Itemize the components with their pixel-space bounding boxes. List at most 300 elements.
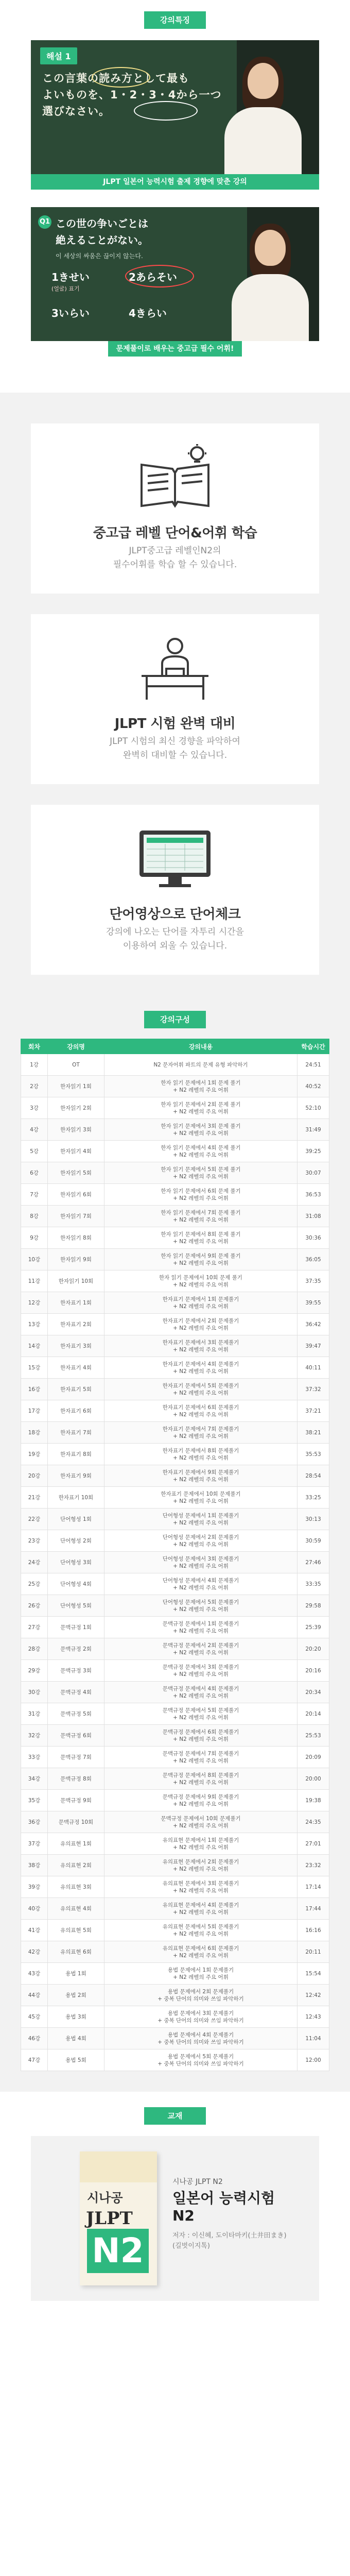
row-content-line: + N2 레벨의 주요 어휘: [173, 1909, 229, 1916]
row-episode: 46강: [21, 2028, 48, 2049]
row-chapter: OT: [48, 1054, 104, 1076]
row-episode: 39강: [21, 1876, 48, 1898]
row-episode: 34강: [21, 1768, 48, 1790]
chalk-line-2: よいものを、1・2・3・4から一つ: [42, 89, 222, 101]
row-content-line: 한자 읽기 문제에서 6회 문제 풀기: [161, 1188, 241, 1194]
row-content: [104, 1314, 297, 1335]
row-chapter: 단어형성 1회: [48, 1509, 104, 1530]
row-chapter: 단어형성 4회: [48, 1573, 104, 1595]
book-lightbulb-icon: [136, 444, 214, 511]
book-title: [172, 2190, 306, 2225]
row-time: 12:00: [297, 2049, 329, 2071]
row-episode: 36강: [21, 1811, 48, 1833]
curriculum-row: [21, 1963, 329, 1985]
row-chapter: 한자표기 4회: [48, 1357, 104, 1379]
row-content-line: 용법 문제에서 5회 문제풀기: [167, 2053, 234, 2060]
book-author: 저자 : 이신혜, 도이타마키(土井田まき): [172, 2232, 287, 2240]
row-chapter: 유의표현 6회: [48, 1941, 104, 1963]
row-episode: 33강: [21, 1747, 48, 1768]
row-episode: 45강: [21, 2006, 48, 2028]
row-chapter: 문맥규정 2회: [48, 1638, 104, 1660]
row-episode: 19강: [21, 1444, 48, 1465]
curriculum-row: [21, 1444, 329, 1465]
curriculum-row: [21, 1660, 329, 1682]
row-chapter: 유의표현 1회: [48, 1833, 104, 1855]
curriculum-row: [21, 1573, 329, 1595]
row-episode: 22강: [21, 1509, 48, 1530]
row-time: 17:14: [297, 1876, 329, 1898]
cover-brand: 시나공: [87, 2191, 123, 2205]
row-content-line: 한자표기 문제에서 7회 문제풀기: [162, 1426, 239, 1432]
row-time: 17:44: [297, 1898, 329, 1920]
row-time: 35:53: [297, 1444, 329, 1465]
row-time: 24:35: [297, 1811, 329, 1833]
curriculum-row: [21, 1617, 329, 1638]
row-episode: 21강: [21, 1487, 48, 1509]
card-desc-line: 완벽히 대비할 수 있습니다.: [122, 750, 227, 760]
row-episode: 11강: [21, 1270, 48, 1292]
row-time: 11:04: [297, 2028, 329, 2049]
row-chapter: 문맥규정 10회: [48, 1811, 104, 1833]
curriculum-row: [21, 1790, 329, 1811]
row-time: 31:08: [297, 1206, 329, 1227]
row-episode: 16강: [21, 1379, 48, 1400]
row-episode: 2강: [21, 1076, 48, 1097]
row-content: [104, 1552, 297, 1573]
row-time: 20:16: [297, 1660, 329, 1682]
row-content-line: + N2 레벨의 주요 어휘: [173, 1844, 229, 1851]
row-time: 39:25: [297, 1141, 329, 1162]
row-content: [104, 1898, 297, 1920]
row-chapter: 한자읽기 8회: [48, 1227, 104, 1249]
row-content: [104, 1682, 297, 1703]
row-episode: 30강: [21, 1682, 48, 1703]
row-episode: 8강: [21, 1206, 48, 1227]
row-content-line: 한자 읽기 문제에서 9회 문제 풀기: [161, 1252, 241, 1259]
card-title: 중고급 레벨 단어&어휘 학습: [93, 526, 257, 541]
curriculum-row: [21, 1941, 329, 1963]
chalk-circle-mark: [92, 67, 150, 88]
row-content-line: 한자표기 문제에서 2회 문제풀기: [162, 1317, 239, 1324]
cover-level: N2: [87, 2229, 149, 2273]
row-content-line: + N2 레벨의 주요 어휘: [173, 1887, 229, 1894]
row-content-line: 한자 읽기 문제에서 10회 문제 풀기: [159, 1274, 242, 1281]
row-chapter: 한자읽기 1회: [48, 1076, 104, 1097]
row-content: [104, 2028, 297, 2049]
curriculum-row: [21, 1552, 329, 1573]
row-content-line: + N2 레벨의 주요 어휘: [173, 1519, 229, 1526]
row-content: [104, 2006, 297, 2028]
row-content-line: 한자표기 문제에서 1회 문제풀기: [162, 1296, 239, 1302]
row-content: [104, 2049, 297, 2071]
row-content-line: + 중복 단어의 의미와 쓰임 파악하기: [157, 2060, 244, 2067]
row-chapter: 유의표현 5회: [48, 1920, 104, 1941]
row-episode: 4강: [21, 1119, 48, 1141]
feature-video-2: [31, 207, 319, 357]
option-1-hint: (얼굴) 표기: [51, 285, 80, 292]
row-time: 25:53: [297, 1725, 329, 1747]
row-content: [104, 1963, 297, 1985]
row-content: [104, 1855, 297, 1876]
row-content: [104, 1509, 297, 1530]
row-time: 40:52: [297, 1076, 329, 1097]
row-chapter: 한자읽기 9회: [48, 1249, 104, 1270]
curriculum-section: [0, 1006, 350, 2092]
option-3: 3いらい: [51, 307, 90, 319]
row-content-line: 문맥규정 문제에서 2회 문제풀기: [162, 1642, 239, 1649]
curriculum-row: [21, 1141, 329, 1162]
curriculum-row: [21, 1833, 329, 1855]
curriculum-row: [21, 1898, 329, 1920]
row-content-line: + N2 레벨의 주요 어휘: [173, 1108, 229, 1115]
card-desc-line: JLPT 시험의 최신 경향을 파악하여: [110, 736, 240, 747]
row-content-line: 단어형성 문제에서 3회 문제풀기: [162, 1555, 239, 1562]
row-time: 23:32: [297, 1855, 329, 1876]
row-content-line: + N2 레벨의 주요 어휘: [173, 1325, 229, 1331]
row-time: 30:36: [297, 1227, 329, 1249]
row-chapter: 문맥규정 1회: [48, 1617, 104, 1638]
curriculum-row: [21, 1682, 329, 1703]
row-chapter: 문맥규정 7회: [48, 1747, 104, 1768]
row-episode: 43강: [21, 1963, 48, 1985]
row-chapter: 문맥규정 4회: [48, 1682, 104, 1703]
row-chapter: 한자표기 10회: [48, 1487, 104, 1509]
row-time: 20:34: [297, 1682, 329, 1703]
card-description: [31, 735, 319, 762]
row-content-line: 문맥규정 문제에서 1회 문제풀기: [162, 1620, 239, 1627]
row-content-line: + N2 레벨의 주요 어휘: [173, 1238, 229, 1245]
row-time: 33:25: [297, 1487, 329, 1509]
curriculum-row: [21, 1768, 329, 1790]
row-time: 20:20: [297, 1638, 329, 1660]
row-time: 20:09: [297, 1747, 329, 1768]
row-content: [104, 1638, 297, 1660]
row-chapter: 문맥규정 3회: [48, 1660, 104, 1682]
row-chapter: 한자읽기 6회: [48, 1184, 104, 1206]
row-chapter: 단어형성 2회: [48, 1530, 104, 1552]
row-content-line: 용법 문제에서 4회 문제풀기: [167, 2031, 234, 2038]
row-chapter: 한자표기 5회: [48, 1379, 104, 1400]
row-content: [104, 1530, 297, 1552]
row-time: 30:07: [297, 1162, 329, 1184]
row-episode: 26강: [21, 1595, 48, 1617]
row-episode: 7강: [21, 1184, 48, 1206]
row-time: 20:00: [297, 1768, 329, 1790]
row-content-line: 문맥규정 문제에서 3회 문제풀기: [162, 1664, 239, 1670]
row-content-line: + N2 레벨의 주요 어휘: [173, 1303, 229, 1310]
row-chapter: 용법 2회: [48, 1985, 104, 2006]
row-content-line: + N2 레벨의 주요 어휘: [173, 1974, 229, 1980]
row-chapter: 유의표현 2회: [48, 1855, 104, 1876]
row-episode: 9강: [21, 1227, 48, 1249]
row-episode: 13강: [21, 1314, 48, 1335]
row-content: [104, 1162, 297, 1184]
row-time: 36:42: [297, 1314, 329, 1335]
row-content-line: 단어형성 문제에서 4회 문제풀기: [162, 1577, 239, 1584]
row-episode: 27강: [21, 1617, 48, 1638]
lecturer-figure: [226, 217, 314, 341]
card-title: JLPT 시험 완벽 대비: [114, 716, 236, 732]
row-content-line: 단어형성 문제에서 5회 문제풀기: [162, 1599, 239, 1605]
curriculum-row: [21, 1292, 329, 1314]
row-content: [104, 1617, 297, 1638]
row-episode: 25강: [21, 1573, 48, 1595]
row-content-line: + N2 레벨의 주요 어휘: [173, 1822, 229, 1829]
row-content: [104, 1422, 297, 1444]
curriculum-row: [21, 1379, 329, 1400]
question-translation: 이 세상의 싸움은 끊이지 않는다.: [56, 252, 143, 260]
row-time: 36:05: [297, 1249, 329, 1270]
row-content: [104, 1725, 297, 1747]
row-content: [104, 1444, 297, 1465]
row-content-line: + N2 레벨의 주요 어휘: [173, 1151, 229, 1158]
curriculum-row: [21, 1249, 329, 1270]
lecture-video-thumbnail[interactable]: [31, 40, 319, 174]
book-meta: [172, 2231, 306, 2251]
row-content: [104, 1379, 297, 1400]
row-content-line: + 중복 단어의 의미와 쓰임 파악하기: [157, 1995, 244, 2002]
row-time: 30:13: [297, 1509, 329, 1530]
feature-card-exam: [31, 614, 319, 784]
row-content: [104, 1876, 297, 1898]
curriculum-header-row: [21, 1039, 329, 1054]
row-content: [104, 1941, 297, 1963]
curriculum-row: [21, 1162, 329, 1184]
row-chapter: 한자읽기 10회: [48, 1270, 104, 1292]
lecture-video-thumbnail[interactable]: [31, 207, 319, 341]
card-description: [31, 544, 319, 572]
row-content-line: + N2 레벨의 주요 어휘: [173, 1801, 229, 1807]
question-line-1: この世の争いごとは: [56, 217, 148, 230]
row-content: [104, 1184, 297, 1206]
row-chapter: 한자읽기 7회: [48, 1206, 104, 1227]
row-chapter: 한자표기 8회: [48, 1444, 104, 1465]
feature-cards-section: [0, 393, 350, 1006]
feature-card-vocabulary: [31, 423, 319, 594]
curriculum-row: [21, 1227, 329, 1249]
feature-caption-2: 문제풀이로 배우는 중고급 필수 어휘!: [108, 341, 242, 357]
row-chapter: 단어형성 3회: [48, 1552, 104, 1573]
row-content: [104, 1400, 297, 1422]
row-episode: 6강: [21, 1162, 48, 1184]
row-content: [104, 1292, 297, 1314]
row-content-line: 한자표기 문제에서 6회 문제풀기: [162, 1404, 239, 1411]
explanation-tag: 해설 1: [40, 47, 77, 64]
row-content-line: + N2 레벨의 주요 어휘: [173, 1866, 229, 1872]
card-description: [31, 925, 319, 953]
row-content: [104, 1595, 297, 1617]
row-content-line: + N2 레벨의 주요 어휘: [173, 1130, 229, 1137]
curriculum-row: [21, 1747, 329, 1768]
row-content-line: + N2 레벨의 주요 어휘: [173, 1779, 229, 1786]
header-content: 강의내용: [104, 1039, 297, 1054]
row-chapter: 한자읽기 2회: [48, 1097, 104, 1119]
row-episode: 44강: [21, 1985, 48, 2006]
book-publisher: (길벗이지톡): [172, 2242, 210, 2250]
row-content-line: + N2 레벨의 주요 어휘: [173, 1476, 229, 1483]
row-content: [104, 1054, 297, 1076]
row-content: [104, 1465, 297, 1487]
row-time: 37:21: [297, 1400, 329, 1422]
card-title: 단어영상으로 단어체크: [109, 907, 241, 922]
row-content-line: 문맥규정 문제에서 9회 문제풀기: [162, 1793, 239, 1800]
row-content: [104, 1573, 297, 1595]
row-content: [104, 1097, 297, 1119]
row-time: 52:10: [297, 1097, 329, 1119]
row-content: [104, 1985, 297, 2006]
row-chapter: 한자표기 9회: [48, 1465, 104, 1487]
row-content-line: 문맥규정 문제에서 4회 문제풀기: [162, 1685, 239, 1692]
row-episode: 23강: [21, 1530, 48, 1552]
row-episode: 14강: [21, 1335, 48, 1357]
row-content-line: + N2 레벨의 주요 어휘: [173, 1736, 229, 1742]
row-chapter: 한자읽기 5회: [48, 1162, 104, 1184]
row-content-line: 유의표현 문제에서 3회 문제풀기: [162, 1880, 239, 1887]
chalk-line-1: この言葉の読み方として最も: [42, 72, 189, 84]
option-1: 1きせい: [51, 271, 90, 283]
row-content: [104, 1768, 297, 1790]
features-badge: 강의특징: [144, 11, 206, 29]
row-content-line: + 중복 단어의 의미와 쓰임 파악하기: [157, 2017, 244, 2024]
row-time: 20:11: [297, 1941, 329, 1963]
row-chapter: 용법 3회: [48, 2006, 104, 2028]
book-title-line: N2: [172, 2207, 195, 2224]
row-time: 30:59: [297, 1530, 329, 1552]
row-time: 15:54: [297, 1963, 329, 1985]
chalkboard: [31, 207, 247, 341]
curriculum-row: [21, 1119, 329, 1141]
curriculum-row: [21, 1314, 329, 1335]
curriculum-badge: 강의구성: [144, 1011, 206, 1028]
row-content: [104, 1335, 297, 1357]
chalkboard: [31, 40, 237, 174]
row-content: [104, 1660, 297, 1682]
row-chapter: 문맥규정 9회: [48, 1790, 104, 1811]
row-content-line: 문맥규정 문제에서 8회 문제풀기: [162, 1772, 239, 1778]
row-content: [104, 1920, 297, 1941]
features-section: [0, 0, 350, 393]
row-chapter: 한자표기 1회: [48, 1292, 104, 1314]
row-content: [104, 1141, 297, 1162]
row-episode: 29강: [21, 1660, 48, 1682]
row-chapter: 단어형성 5회: [48, 1595, 104, 1617]
header-time: 학습시간: [297, 1039, 329, 1054]
row-time: 25:39: [297, 1617, 329, 1638]
chalk-underline-mark: [134, 101, 198, 121]
row-time: 12:43: [297, 2006, 329, 2028]
row-episode: 37강: [21, 1833, 48, 1855]
row-time: 29:58: [297, 1595, 329, 1617]
monitor-video-icon: [136, 825, 214, 892]
curriculum-row: [21, 1920, 329, 1941]
curriculum-row: [21, 2006, 329, 2028]
row-content-line: 단어형성 문제에서 2회 문제풀기: [162, 1534, 239, 1540]
row-content: [104, 1206, 297, 1227]
curriculum-row: [21, 1400, 329, 1422]
row-content-line: + N2 레벨의 주요 어휘: [173, 1649, 229, 1656]
row-episode: 32강: [21, 1725, 48, 1747]
row-content-line: + N2 레벨의 주요 어휘: [173, 1628, 229, 1634]
card-desc-line: JLPT중고급 레벨인N2의: [129, 546, 221, 556]
curriculum-row: [21, 2049, 329, 2071]
row-chapter: 용법 1회: [48, 1963, 104, 1985]
row-content: [104, 1227, 297, 1249]
row-chapter: 한자표기 3회: [48, 1335, 104, 1357]
row-content-line: 한자표기 문제에서 5회 문제풀기: [162, 1382, 239, 1389]
row-content-line: + 중복 단어의 의미와 쓰임 파악하기: [157, 2039, 244, 2045]
row-content-line: 유의표현 문제에서 5회 문제풀기: [162, 1923, 239, 1930]
row-episode: 5강: [21, 1141, 48, 1162]
row-episode: 28강: [21, 1638, 48, 1660]
row-time: 38:21: [297, 1422, 329, 1444]
row-chapter: 용법 5회: [48, 2049, 104, 2071]
row-content-line: 한자 읽기 문제에서 7회 문제 풀기: [161, 1209, 241, 1216]
row-time: 37:35: [297, 1270, 329, 1292]
curriculum-row: [21, 1876, 329, 1898]
row-content-line: + N2 레벨의 주요 어휘: [173, 1216, 229, 1223]
row-episode: 12강: [21, 1292, 48, 1314]
row-episode: 17강: [21, 1400, 48, 1422]
row-time: 40:11: [297, 1357, 329, 1379]
row-content-line: + N2 레벨의 주요 어휘: [173, 1368, 229, 1375]
row-episode: 10강: [21, 1249, 48, 1270]
row-content: [104, 1811, 297, 1833]
row-time: 20:14: [297, 1703, 329, 1725]
curriculum-row: [21, 1465, 329, 1487]
row-content-line: + N2 레벨의 주요 어휘: [173, 1714, 229, 1721]
row-content-line: 유의표현 문제에서 6회 문제풀기: [162, 1945, 239, 1952]
row-time: 39:47: [297, 1335, 329, 1357]
book-series: 시나공 JLPT N2: [172, 2178, 223, 2186]
row-content: [104, 1790, 297, 1811]
curriculum-row: [21, 1184, 329, 1206]
textbook-section: [0, 2092, 350, 2332]
row-content-line: + N2 레벨의 주요 어휘: [173, 1260, 229, 1266]
row-chapter: 용법 4회: [48, 2028, 104, 2049]
row-content-line: + N2 레벨의 주요 어휘: [173, 1692, 229, 1699]
row-content-line: 한자표기 문제에서 4회 문제풀기: [162, 1361, 239, 1367]
row-content-line: + N2 레벨의 주요 어휘: [173, 1757, 229, 1764]
row-content: [104, 1833, 297, 1855]
row-content-line: + N2 레벨의 주요 어휘: [173, 1411, 229, 1418]
row-content-line: 유의표현 문제에서 1회 문제풀기: [162, 1837, 239, 1843]
row-episode: 40강: [21, 1898, 48, 1920]
row-content: [104, 1487, 297, 1509]
curriculum-row: [21, 1076, 329, 1097]
curriculum-table: [21, 1039, 329, 2071]
curriculum-row: [21, 1985, 329, 2006]
row-chapter: 한자표기 2회: [48, 1314, 104, 1335]
row-chapter: 문맥규정 6회: [48, 1725, 104, 1747]
row-content-line: + N2 레벨의 주요 어휘: [173, 1173, 229, 1180]
row-content-line: 한자표기 문제에서 3회 문제풀기: [162, 1339, 239, 1346]
row-content-line: 문맥규정 문제에서 10회 문제풀기: [161, 1815, 241, 1822]
row-episode: 20강: [21, 1465, 48, 1487]
option-4: 4きらい: [129, 307, 167, 319]
row-content-line: 한자표기 문제에서 9회 문제풀기: [162, 1469, 239, 1476]
feature-caption-1: JLPT 일본어 능력시험 출제 경향에 맞춘 강의: [31, 174, 319, 190]
row-episode: 35강: [21, 1790, 48, 1811]
row-content: [104, 1076, 297, 1097]
row-content: [104, 1270, 297, 1292]
row-content-line: + N2 레벨의 주요 어휘: [173, 1498, 229, 1504]
curriculum-row: [21, 1530, 329, 1552]
curriculum-row: [21, 2028, 329, 2049]
curriculum-row: [21, 1855, 329, 1876]
row-time: 37:32: [297, 1379, 329, 1400]
row-time: 39:55: [297, 1292, 329, 1314]
row-content: [104, 1249, 297, 1270]
